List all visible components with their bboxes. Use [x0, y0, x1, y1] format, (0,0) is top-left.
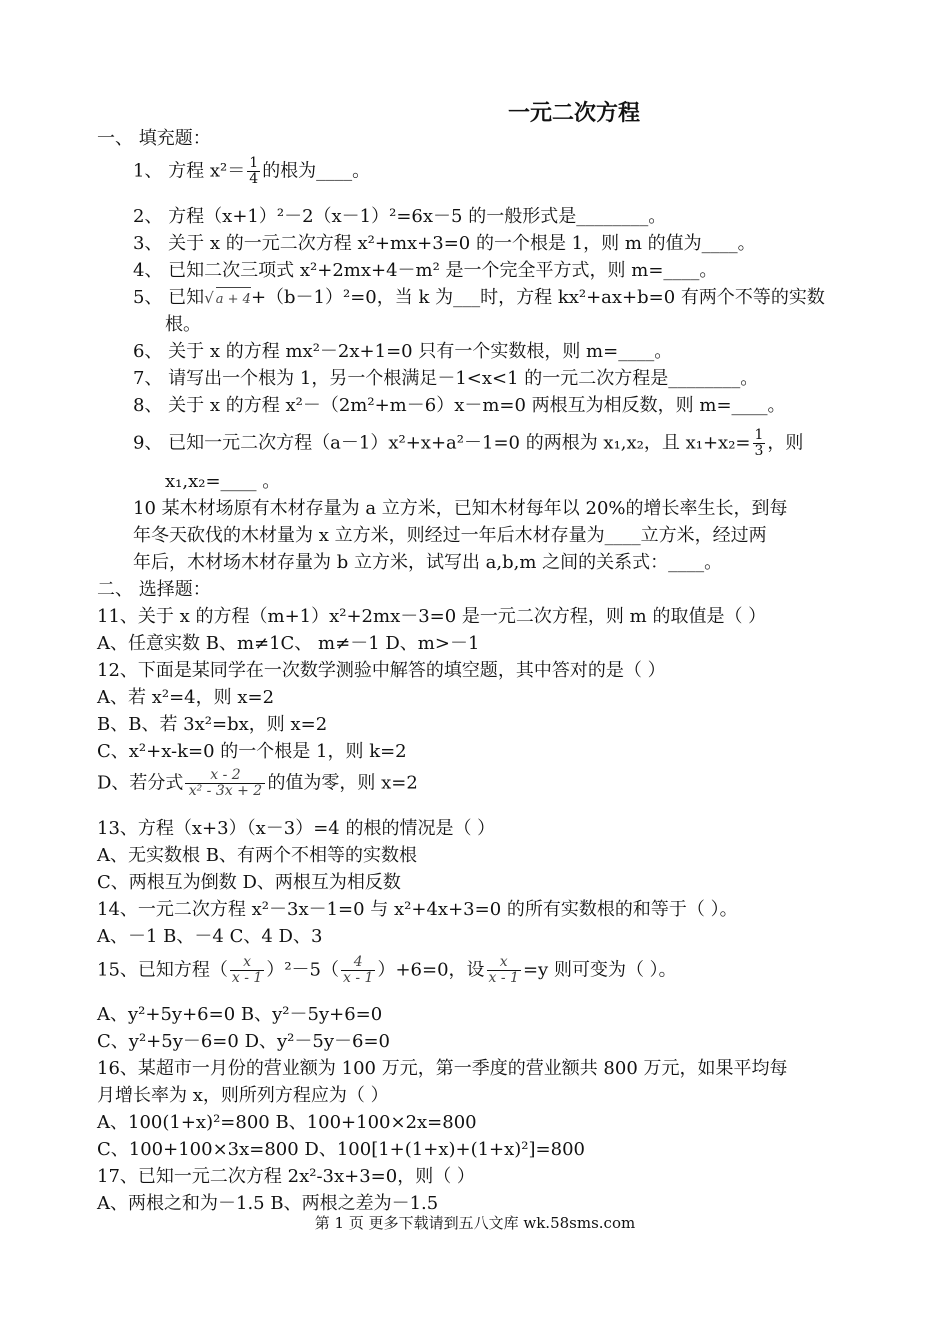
- question-1-prefix: 1、 方程 x²＝: [133, 160, 246, 182]
- question-12: 12、下面是某同学在一次数学测验中解答的填空题，其中答对的是（ ）: [97, 660, 666, 681]
- question-12-option-d: D、若分式 $\frac{x - 2}{\text{x² - 3x + 2}}$ 的值为零，则 x=2: [97, 767, 418, 799]
- question-3: 3、 关于 x 的一元二次方程 x²+mx+3=0 的一个根是 1，则 m 的值为____。: [133, 233, 756, 254]
- question-16-options-cd: C、100+100×3x=800 D、100[1+(1+x)+(1+x)²]=800: [97, 1139, 585, 1160]
- question-13-options-ab: A、无实数根 B、有两个不相等的实数根: [97, 845, 417, 866]
- question-16-options-ab: A、100(1+x)²=800 B、100+100×2x=800: [97, 1112, 477, 1133]
- question-8: 8、 关于 x 的方程 x²－（2m²+m－6）x－m=0 两根互为相反数，则 m=____。: [133, 395, 786, 416]
- question-15-options-cd: C、y²+5y－6=0 D、y²－5y－6=0: [97, 1031, 390, 1052]
- question-12-option-c: C、x²+x-k=0 的一个根是 1，则 k=2: [97, 741, 407, 762]
- question-9: 9、 已知一元二次方程（a－1）x²+x+a²－1=0 的两根为 x₁,x₂，且 x₁+x₂= $\frac{1}{3}$ ，则: [133, 427, 804, 459]
- section-fill-heading: 一、 填充题：: [97, 128, 211, 149]
- question-5: 5、 已知√ a + 4+（b－1）²=0，当 k 为___时，方程 kx²+ax+b=0 有两个不等的实数: [133, 286, 825, 312]
- question-10-line2: 年冬天砍伐的木材量为 x 立方米，则经过一年后木材存量为____立方米，经过两: [133, 525, 767, 546]
- page-footer: 第 1 页 更多下载请到五八文库 wk.58sms.com: [314, 1214, 636, 1232]
- question-14-options: A、－1 B、－4 C、4 D、3: [97, 926, 323, 947]
- fraction-rational: $\frac{x - 2}{\text{x² - 3x + 2}}$: [185, 768, 265, 799]
- question-17: 17、已知一元二次方程 2x²-3x+3=0，则（ ）: [97, 1166, 475, 1187]
- question-13-options-cd: C、两根互为倒数 D、两根互为相反数: [97, 872, 401, 893]
- question-9-cont: x₁,x₂=____ 。: [165, 471, 281, 492]
- question-15: 15、已知方程（ $\frac{x}{x - 1}$ ）²－5（ $\frac{4}{x - 1}$ ）+6=0，设 $\frac{x}{x - 1}$ =y 则可变为（ ）。: [97, 954, 677, 986]
- question-16-line2: 月增长率为 x，则所列方程应为（ ）: [97, 1085, 389, 1106]
- question-13: 13、方程（x+3）（x－3）=4 的根的情况是（ ）: [97, 818, 496, 839]
- question-10-line3: 年后，木材场木材存量为 b 立方米，试写出 a,b,m 之间的关系式：____。: [133, 552, 723, 573]
- question-17-options-ab: A、两根之和为－1.5 B、两根之差为－1.5: [97, 1193, 439, 1214]
- fraction-x-over-x-1-b: $\frac{x}{x - 1}$: [488, 954, 519, 986]
- section-choice-heading: 二、 选择题：: [97, 579, 211, 600]
- fraction-x-over-x-1: $\frac{x}{x - 1}$: [231, 954, 263, 986]
- question-6: 6、 关于 x 的方程 mx²－2x+1=0 只有一个实数根，则 m=____。: [133, 341, 673, 362]
- question-11-options: A、任意实数 B、m≠1C、 m≠－1 D、m>－1: [97, 633, 480, 654]
- question-10-line1: 10 某木材场原有木材存量为 a 立方米，已知木材每年以 20%的增长率生长，到每: [133, 498, 788, 519]
- question-5-cont: 根。: [165, 314, 201, 335]
- question-11: 11、关于 x 的方程（m+1）x²+2mx－3=0 是一元二次方程，则 m 的取值是（ ）: [97, 606, 767, 627]
- question-1-suffix: 的根为____。: [262, 160, 371, 182]
- question-12-option-a: A、若 x²=4，则 x=2: [97, 687, 275, 708]
- sqrt-icon: √: [204, 289, 214, 307]
- question-15-options-ab: A、y²+5y+6=0 B、y²－5y+6=0: [97, 1004, 383, 1025]
- question-16-line1: 16、某超市一月份的营业额为 100 万元，第一季度的营业额共 800 万元，如果平均每: [97, 1058, 788, 1079]
- question-1: [133, 156, 370, 187]
- fraction-4-over-x-1: $\frac{4}{x - 1}$: [343, 954, 374, 986]
- fraction-1-4: $\frac{1}{4}$: [249, 155, 259, 187]
- question-2: 2、 方程（x+1）²－2（x－1）²=6x－5 的一般形式是________。: [133, 206, 667, 227]
- fraction-1-3: $\frac{1}{3}$: [754, 427, 764, 459]
- question-4: 4、 已知二次三项式 x²+2mx+4－m² 是一个完全平方式，则 m=____。: [133, 260, 718, 281]
- question-12-option-b: B、B、若 3x²=bx，则 x=2: [97, 714, 328, 735]
- page-title: 一元二次方程: [508, 100, 641, 126]
- question-7: 7、 请写出一个根为 1，另一个根满足－1<x<1 的一元二次方程是________。: [133, 368, 759, 389]
- question-14: 14、一元二次方程 x²－3x－1=0 与 x²+4x+3=0 的所有实数根的和等于（ ）。: [97, 899, 738, 920]
